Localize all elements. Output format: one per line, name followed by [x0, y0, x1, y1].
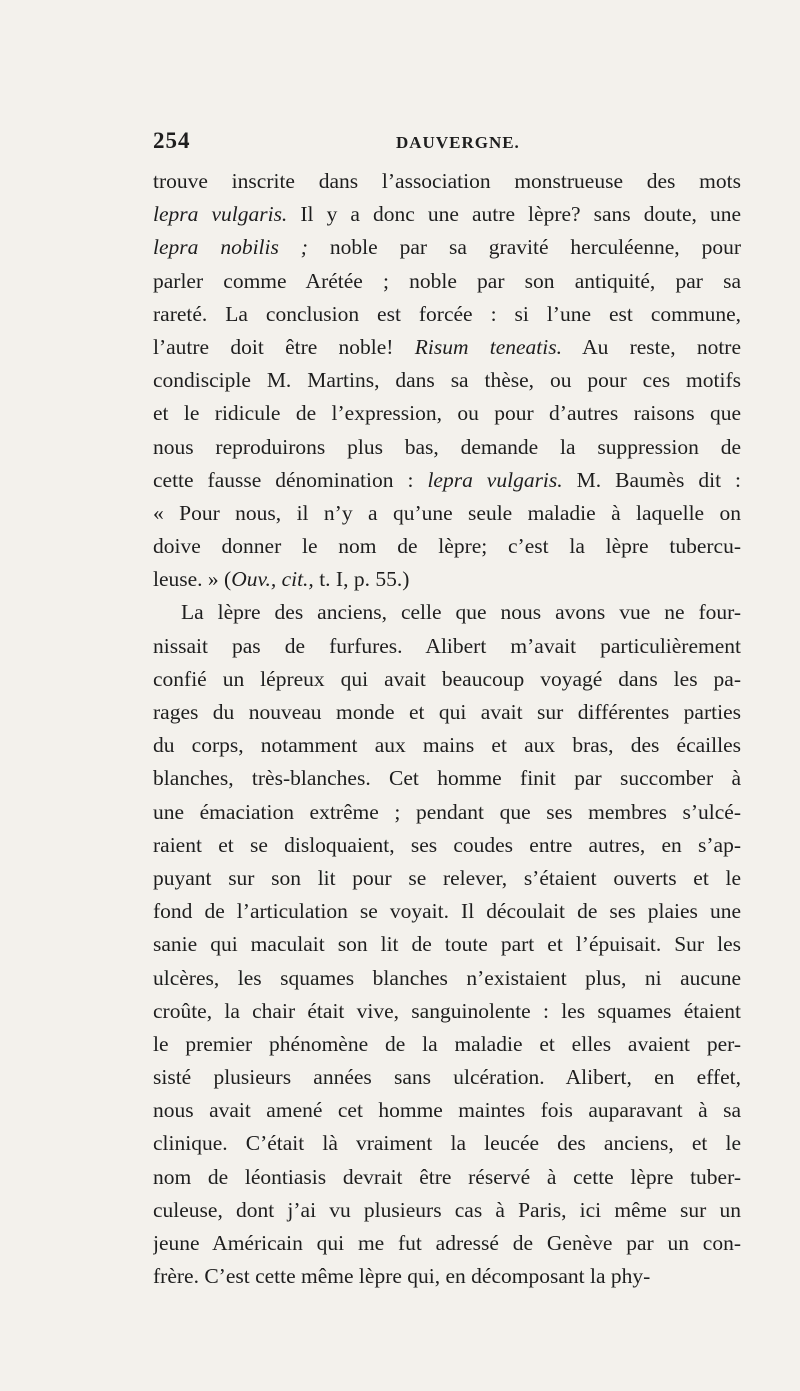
text-segment: M. Baumès dit :: [562, 467, 741, 492]
text-segment: fond de l’articulation se voyait. Il découlait de ses plaies une: [153, 899, 741, 924]
text-segment: puyant sur son lit pour se relever, s’étaient ouverts et le: [153, 865, 741, 890]
text-segment: ulcères, les squames blanches n’existaient plus, ni aucune: [153, 965, 741, 990]
text-line: [153, 497, 741, 530]
text-segment: nous reproduirons plus bas, demande la suppression de: [153, 434, 741, 459]
text-line: [153, 397, 741, 430]
text-segment: trouve inscrite dans l’association monstrueuse des mots: [153, 169, 741, 193]
text-segment: croûte, la chair était vive, sanguinolente : les squames étaient: [153, 998, 741, 1023]
text-segment: du corps, notamment aux mains et aux bras, des écailles: [153, 733, 741, 758]
text-line: [153, 895, 741, 928]
text-line: [153, 265, 741, 298]
text-line: [153, 563, 741, 596]
text-line: [153, 962, 741, 995]
text-line: [153, 1227, 741, 1260]
text-line: [153, 1161, 741, 1194]
text-segment: « Pour nous, il n’y a qu’une seule maladie à laquelle on: [153, 500, 741, 525]
text-segment: cette fausse dénomination :: [153, 467, 428, 492]
text-line: [153, 995, 741, 1028]
text-segment: condisciple M. Martins, dans sa thèse, ou pour ces motifs: [153, 368, 741, 393]
text-segment: leuse. » (: [153, 567, 232, 592]
text-segment: nous avait amené cet homme maintes fois auparavant à sa: [153, 1098, 741, 1123]
text-segment: Il y a donc une autre lèpre? sans doute, une: [287, 202, 741, 227]
text-segment: et le ridicule de l’expression, ou pour d’autres raisons que: [153, 401, 741, 426]
text-segment: raient et se disloquaient, ses coudes entre autres, en s’ap-: [153, 832, 741, 857]
text-line: [153, 298, 741, 331]
text-segment: parler comme Arétée ; noble par son antiquité, par sa: [153, 268, 741, 293]
text-line: [153, 829, 741, 862]
text-segment: rages du nouveau monde et qui avait sur différentes parties: [153, 700, 741, 724]
text-segment: doive donner le nom de lèpre; c’est la lèpre tubercu-: [153, 534, 741, 559]
text-segment: Risum teneatis.: [414, 334, 562, 359]
text-line: [153, 1028, 741, 1061]
page-number: 254: [153, 128, 191, 153]
text-line: [153, 431, 741, 464]
text-line: [153, 331, 741, 364]
text-segment: sisté plusieurs années sans ulcération. Alibert, en effet,: [153, 1065, 741, 1090]
text-segment: clinique. C’était là vraiment la leucée des anciens, et le: [153, 1131, 741, 1156]
text-segment: noble par sa gravité herculéenne, pour: [307, 235, 741, 260]
text-line: [153, 530, 741, 563]
text-segment: lepra vulgaris.: [153, 202, 288, 227]
text-segment: frère. C’est cette même lèpre qui, en décomposant la phy-: [153, 1264, 651, 1289]
text-segment: lepra vulgaris.: [427, 467, 563, 492]
text-segment: nom de léontiasis devrait être réservé à cette lèpre tuber-: [153, 1164, 741, 1189]
text-line: [153, 928, 741, 961]
text-line: [153, 796, 741, 829]
text-segment: nissait pas de furfures. Alibert m’avait particulièrement: [153, 633, 741, 658]
text-line: [153, 231, 741, 264]
text-segment: confié un lépreux qui avait beaucoup voyagé dans les pa-: [153, 666, 741, 691]
text-line: [153, 663, 741, 696]
text-segment: le premier phénomène de la maladie et elles avaient per-: [153, 1031, 741, 1056]
text-line: [153, 696, 741, 729]
text-line: [153, 464, 741, 497]
text-segment: La lèpre des anciens, celle que nous avons vue ne four-: [181, 600, 741, 625]
text-line: [153, 165, 741, 198]
text-line: [153, 1094, 741, 1127]
text-line: [153, 762, 741, 795]
text-segment: culeuse, dont j’ai vu plusieurs cas à Paris, ici même sur un: [153, 1197, 741, 1222]
text-segment: rareté. La conclusion est forcée : si l’une est commune,: [153, 301, 741, 326]
text-segment: lepra nobilis ;: [153, 235, 308, 260]
body-text: [153, 165, 741, 1293]
text-line: [153, 596, 741, 629]
text-line: [153, 729, 741, 762]
text-segment: l’autre doit être noble!: [153, 334, 415, 359]
text-line: [153, 1260, 741, 1293]
text-line: [153, 1061, 741, 1094]
running-head: DAUVERGNE.: [396, 133, 520, 152]
text-line: [153, 198, 741, 231]
text-line: [153, 1127, 741, 1160]
text-line: [153, 630, 741, 663]
text-segment: une émaciation extrême ; pendant que ses membres s’ulcé-: [153, 799, 741, 824]
page-header: [153, 128, 743, 162]
text-segment: sanie qui maculait son lit de toute part et l’épuisait. Sur les: [153, 932, 741, 957]
text-segment: blanches, très-blanches. Cet homme finit par succomber à: [153, 766, 741, 791]
text-line: [153, 364, 741, 397]
text-segment: Ouv., cit.,: [231, 567, 314, 592]
text-line: [153, 1194, 741, 1227]
text-segment: jeune Américain qui me fut adressé de Genève par un con-: [153, 1231, 741, 1255]
text-line: [153, 862, 741, 895]
text-segment: t. I, p. 55.): [313, 567, 410, 592]
text-segment: Au reste, notre: [562, 334, 741, 359]
